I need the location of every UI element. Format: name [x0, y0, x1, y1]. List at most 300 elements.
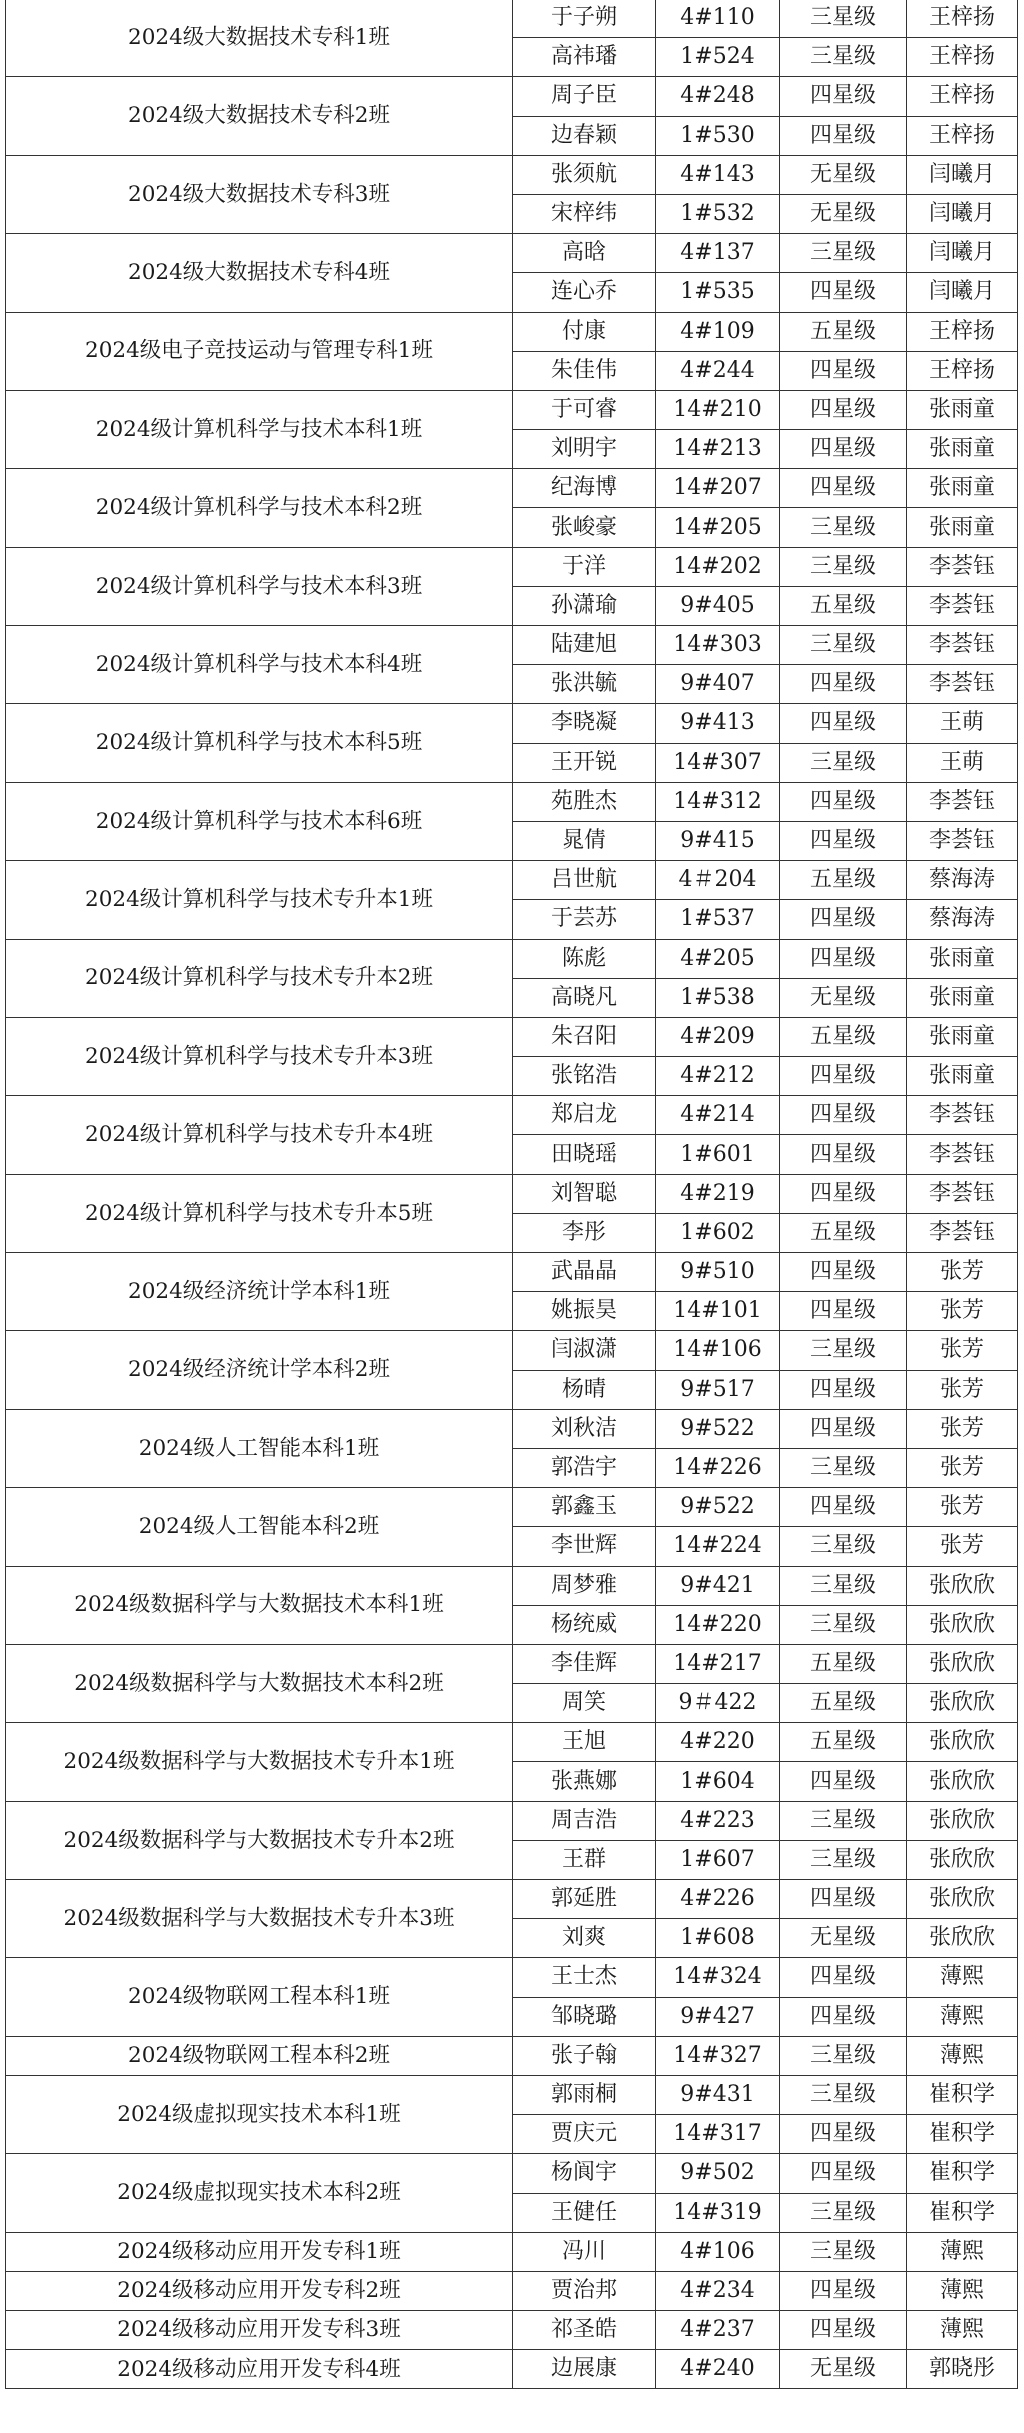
- class-name-cell: 2024级虚拟现实技术本科1班: [6, 2075, 513, 2153]
- student-name-cell: 付康: [513, 312, 656, 351]
- table-row: [6, 2311, 1018, 2350]
- class-name-cell: 2024级计算机科学与技术专升本4班: [6, 1096, 513, 1174]
- star-rating-cell: 四星级: [780, 1880, 907, 1919]
- table-row: [6, 1644, 1018, 1683]
- class-name-cell: 2024级数据科学与大数据技术本科2班: [6, 1644, 513, 1722]
- star-rating-cell: 四星级: [780, 2271, 907, 2310]
- counselor-cell: 王梓扬: [907, 312, 1018, 351]
- student-name-cell: 郭延胜: [513, 1880, 656, 1919]
- star-rating-cell: 四星级: [780, 77, 907, 116]
- star-rating-cell: 三星级: [780, 2036, 907, 2075]
- star-rating-cell: 四星级: [780, 273, 907, 312]
- student-name-cell: 吕世航: [513, 861, 656, 900]
- counselor-cell: 张芳: [907, 1527, 1018, 1566]
- table-row: [6, 77, 1018, 116]
- counselor-cell: 张欣欣: [907, 1840, 1018, 1879]
- student-name-cell: 边展康: [513, 2350, 656, 2389]
- class-name-cell: 2024级大数据技术专科3班: [6, 155, 513, 233]
- star-rating-cell: 四星级: [780, 1488, 907, 1527]
- student-name-cell: 张燕娜: [513, 1762, 656, 1801]
- student-name-cell: 王群: [513, 1840, 656, 1879]
- dorm-room-cell: 14#101: [656, 1292, 780, 1331]
- table-row: [6, 2350, 1018, 2389]
- counselor-cell: 王梓扬: [907, 38, 1018, 77]
- star-rating-cell: 五星级: [780, 1684, 907, 1723]
- student-name-cell: 冯川: [513, 2232, 656, 2271]
- counselor-cell: 张芳: [907, 1331, 1018, 1370]
- star-rating-cell: 三星级: [780, 2075, 907, 2114]
- dorm-room-cell: 14#220: [656, 1605, 780, 1644]
- star-rating-cell: 三星级: [780, 2193, 907, 2232]
- dorm-room-cell: 1#602: [656, 1213, 780, 1252]
- class-name-cell: 2024级大数据技术专科1班: [6, 0, 513, 77]
- star-rating-cell: 三星级: [780, 1605, 907, 1644]
- counselor-cell: 王梓扬: [907, 77, 1018, 116]
- table-row: [6, 547, 1018, 586]
- class-name-cell: 2024级计算机科学与技术本科5班: [6, 704, 513, 782]
- counselor-cell: 张欣欣: [907, 1566, 1018, 1605]
- counselor-cell: 张芳: [907, 1292, 1018, 1331]
- student-name-cell: 陈彪: [513, 939, 656, 978]
- star-rating-cell: 五星级: [780, 312, 907, 351]
- dorm-room-cell: 4#248: [656, 77, 780, 116]
- class-name-cell: 2024级计算机科学与技术本科4班: [6, 626, 513, 704]
- table-row: [6, 1174, 1018, 1213]
- student-name-cell: 周子臣: [513, 77, 656, 116]
- table-row: [6, 1331, 1018, 1370]
- student-name-cell: 王士杰: [513, 1958, 656, 1997]
- student-name-cell: 张铭浩: [513, 1057, 656, 1096]
- star-rating-cell: 三星级: [780, 234, 907, 273]
- dorm-room-cell: 1#524: [656, 38, 780, 77]
- table-row: [6, 1801, 1018, 1840]
- class-name-cell: 2024级数据科学与大数据技术专升本1班: [6, 1723, 513, 1801]
- star-rating-cell: 四星级: [780, 821, 907, 860]
- star-rating-cell: 四星级: [780, 2311, 907, 2350]
- counselor-cell: 张雨童: [907, 469, 1018, 508]
- class-name-cell: 2024级计算机科学与技术专升本5班: [6, 1174, 513, 1252]
- student-name-cell: 周梦雅: [513, 1566, 656, 1605]
- dorm-room-cell: 4#209: [656, 1017, 780, 1056]
- dorm-room-cell: 9#522: [656, 1488, 780, 1527]
- counselor-cell: 张欣欣: [907, 1684, 1018, 1723]
- counselor-cell: 蔡海涛: [907, 861, 1018, 900]
- dorm-room-cell: 4#226: [656, 1880, 780, 1919]
- table-row: [6, 469, 1018, 508]
- table-row: [6, 782, 1018, 821]
- star-rating-cell: 三星级: [780, 1331, 907, 1370]
- star-rating-cell: 五星级: [780, 1723, 907, 1762]
- star-rating-cell: 四星级: [780, 900, 907, 939]
- star-rating-cell: 四星级: [780, 116, 907, 155]
- counselor-cell: 张芳: [907, 1409, 1018, 1448]
- student-name-cell: 郭浩宇: [513, 1448, 656, 1487]
- star-rating-cell: 四星级: [780, 1409, 907, 1448]
- student-name-cell: 刘秋洁: [513, 1409, 656, 1448]
- dorm-room-cell: 4#212: [656, 1057, 780, 1096]
- counselor-cell: 薄熙: [907, 2311, 1018, 2350]
- counselor-cell: 王梓扬: [907, 116, 1018, 155]
- dorm-room-cell: 1#607: [656, 1840, 780, 1879]
- star-rating-cell: 四星级: [780, 665, 907, 704]
- dorm-room-cell: 4#106: [656, 2232, 780, 2271]
- student-name-cell: 杨阆宇: [513, 2154, 656, 2193]
- student-name-cell: 纪海博: [513, 469, 656, 508]
- star-rating-cell: 四星级: [780, 351, 907, 390]
- dorm-room-cell: 1#537: [656, 900, 780, 939]
- dorm-room-cell: 4#205: [656, 939, 780, 978]
- star-rating-cell: 三星级: [780, 1448, 907, 1487]
- student-name-cell: 边春颖: [513, 116, 656, 155]
- dorm-room-cell: 1#604: [656, 1762, 780, 1801]
- star-rating-cell: 四星级: [780, 1057, 907, 1096]
- counselor-cell: 闫曦月: [907, 194, 1018, 233]
- star-rating-cell: 无星级: [780, 2350, 907, 2389]
- dorm-room-cell: 9#413: [656, 704, 780, 743]
- class-name-cell: 2024级移动应用开发专科2班: [6, 2271, 513, 2310]
- table-row: [6, 2232, 1018, 2271]
- student-name-cell: 朱佳伟: [513, 351, 656, 390]
- star-rating-cell: 五星级: [780, 1644, 907, 1683]
- class-name-cell: 2024级数据科学与大数据技术专升本3班: [6, 1880, 513, 1958]
- counselor-cell: 李荟钰: [907, 821, 1018, 860]
- dorm-room-cell: 4#109: [656, 312, 780, 351]
- dorm-room-cell: 4#143: [656, 155, 780, 194]
- counselor-cell: 李荟钰: [907, 547, 1018, 586]
- student-name-cell: 王开锐: [513, 743, 656, 782]
- student-name-cell: 张须航: [513, 155, 656, 194]
- class-name-cell: 2024级数据科学与大数据技术本科1班: [6, 1566, 513, 1644]
- table-row: [6, 1253, 1018, 1292]
- dorm-room-cell: 14#217: [656, 1644, 780, 1683]
- counselor-cell: 王梓扬: [907, 351, 1018, 390]
- student-name-cell: 高晓凡: [513, 978, 656, 1017]
- table-row: [6, 1096, 1018, 1135]
- student-name-cell: 郭鑫玉: [513, 1488, 656, 1527]
- star-rating-cell: 无星级: [780, 978, 907, 1017]
- class-name-cell: 2024级计算机科学与技术本科3班: [6, 547, 513, 625]
- star-rating-cell: 四星级: [780, 1292, 907, 1331]
- counselor-cell: 李荟钰: [907, 1096, 1018, 1135]
- table-row: [6, 2075, 1018, 2114]
- counselor-cell: 李荟钰: [907, 1174, 1018, 1213]
- student-name-cell: 郭雨桐: [513, 2075, 656, 2114]
- counselor-cell: 薄熙: [907, 1997, 1018, 2036]
- class-name-cell: 2024级计算机科学与技术本科2班: [6, 469, 513, 547]
- dorm-room-cell: 14#319: [656, 2193, 780, 2232]
- counselor-cell: 崔积学: [907, 2075, 1018, 2114]
- table-row: [6, 1566, 1018, 1605]
- dorm-room-cell: 4#240: [656, 2350, 780, 2389]
- student-name-cell: 邹晓璐: [513, 1997, 656, 2036]
- star-rating-cell: 四星级: [780, 704, 907, 743]
- dorm-room-cell: 14#307: [656, 743, 780, 782]
- table-row: [6, 1488, 1018, 1527]
- dorm-room-cell: 9#522: [656, 1409, 780, 1448]
- student-name-cell: 杨统威: [513, 1605, 656, 1644]
- star-rating-cell: 三星级: [780, 547, 907, 586]
- table-row: [6, 1409, 1018, 1448]
- star-rating-cell: 三星级: [780, 1527, 907, 1566]
- student-name-cell: 高祎璠: [513, 38, 656, 77]
- dorm-room-cell: 9#427: [656, 1997, 780, 2036]
- student-name-cell: 王健任: [513, 2193, 656, 2232]
- star-rating-cell: 五星级: [780, 1213, 907, 1252]
- counselor-cell: 李荟钰: [907, 626, 1018, 665]
- star-rating-cell: 四星级: [780, 390, 907, 429]
- star-rating-cell: 三星级: [780, 743, 907, 782]
- dorm-room-cell: 14#213: [656, 430, 780, 469]
- student-name-cell: 连心乔: [513, 273, 656, 312]
- dorm-room-cell: 4#220: [656, 1723, 780, 1762]
- star-rating-cell: 四星级: [780, 1096, 907, 1135]
- counselor-cell: 张雨童: [907, 430, 1018, 469]
- student-name-cell: 朱召阳: [513, 1017, 656, 1056]
- counselor-cell: 张欣欣: [907, 1801, 1018, 1840]
- dorm-room-cell: 4#244: [656, 351, 780, 390]
- counselor-cell: 蔡海涛: [907, 900, 1018, 939]
- student-name-cell: 晁倩: [513, 821, 656, 860]
- dorm-room-cell: 14#312: [656, 782, 780, 821]
- dorm-room-cell: 9#407: [656, 665, 780, 704]
- dorm-room-cell: 4#223: [656, 1801, 780, 1840]
- student-name-cell: 李世辉: [513, 1527, 656, 1566]
- student-name-cell: 刘明宇: [513, 430, 656, 469]
- counselor-cell: 郭晓彤: [907, 2350, 1018, 2389]
- counselor-cell: 张欣欣: [907, 1919, 1018, 1958]
- star-rating-cell: 四星级: [780, 1253, 907, 1292]
- class-name-cell: 2024级移动应用开发专科3班: [6, 2311, 513, 2350]
- class-name-cell: 2024级电子竞技运动与管理专科1班: [6, 312, 513, 390]
- student-name-cell: 王旭: [513, 1723, 656, 1762]
- student-name-cell: 于芸苏: [513, 900, 656, 939]
- counselor-cell: 张芳: [907, 1488, 1018, 1527]
- student-name-cell: 刘爽: [513, 1919, 656, 1958]
- table-body: [6, 0, 1018, 2389]
- counselor-cell: 张雨童: [907, 1057, 1018, 1096]
- dorm-room-cell: 1#608: [656, 1919, 780, 1958]
- student-name-cell: 张峻豪: [513, 508, 656, 547]
- student-name-cell: 周吉浩: [513, 1801, 656, 1840]
- class-name-cell: 2024级人工智能本科2班: [6, 1488, 513, 1566]
- star-rating-cell: 三星级: [780, 1840, 907, 1879]
- star-rating-cell: 三星级: [780, 1566, 907, 1605]
- class-name-cell: 2024级人工智能本科1班: [6, 1409, 513, 1487]
- class-name-cell: 2024级计算机科学与技术专升本1班: [6, 861, 513, 939]
- student-name-cell: 陆建旭: [513, 626, 656, 665]
- student-name-cell: 李佳辉: [513, 1644, 656, 1683]
- star-rating-cell: 四星级: [780, 939, 907, 978]
- counselor-cell: 张雨童: [907, 978, 1018, 1017]
- star-rating-cell: 四星级: [780, 2115, 907, 2154]
- star-rating-cell: 三星级: [780, 508, 907, 547]
- dorm-room-cell: 9#405: [656, 586, 780, 625]
- student-name-cell: 苑胜杰: [513, 782, 656, 821]
- student-name-cell: 于洋: [513, 547, 656, 586]
- student-name-cell: 田晓瑶: [513, 1135, 656, 1174]
- student-name-cell: 姚振昊: [513, 1292, 656, 1331]
- dorm-room-cell: 1#601: [656, 1135, 780, 1174]
- counselor-cell: 张欣欣: [907, 1644, 1018, 1683]
- star-rating-cell: 三星级: [780, 38, 907, 77]
- star-rating-cell: 四星级: [780, 1762, 907, 1801]
- class-name-cell: 2024级物联网工程本科2班: [6, 2036, 513, 2075]
- table-row: [6, 939, 1018, 978]
- class-name-cell: 2024级大数据技术专科2班: [6, 77, 513, 155]
- class-name-cell: 2024级数据科学与大数据技术专升本2班: [6, 1801, 513, 1879]
- counselor-cell: 张芳: [907, 1370, 1018, 1409]
- dorm-room-cell: 4#137: [656, 234, 780, 273]
- dorm-room-cell: 9#510: [656, 1253, 780, 1292]
- counselor-cell: 薄熙: [907, 2036, 1018, 2075]
- table-row: [6, 234, 1018, 273]
- class-name-cell: 2024级经济统计学本科1班: [6, 1253, 513, 1331]
- counselor-cell: 王萌: [907, 704, 1018, 743]
- counselor-cell: 薄熙: [907, 2271, 1018, 2310]
- counselor-cell: 李荟钰: [907, 1213, 1018, 1252]
- counselor-cell: 张欣欣: [907, 1605, 1018, 1644]
- star-rating-cell: 四星级: [780, 1370, 907, 1409]
- dorm-room-cell: 9#415: [656, 821, 780, 860]
- table-row: [6, 861, 1018, 900]
- class-name-cell: 2024级物联网工程本科1班: [6, 1958, 513, 2036]
- dorm-room-cell: 4#219: [656, 1174, 780, 1213]
- student-name-cell: 周笑: [513, 1684, 656, 1723]
- counselor-cell: 张雨童: [907, 390, 1018, 429]
- counselor-cell: 张雨童: [907, 1017, 1018, 1056]
- dorm-room-cell: 4＃204: [656, 861, 780, 900]
- table-row: [6, 155, 1018, 194]
- class-name-cell: 2024级大数据技术专科4班: [6, 234, 513, 312]
- counselor-cell: 张欣欣: [907, 1762, 1018, 1801]
- counselor-cell: 张雨童: [907, 939, 1018, 978]
- class-name-cell: 2024级移动应用开发专科1班: [6, 2232, 513, 2271]
- dorm-room-cell: 1#538: [656, 978, 780, 1017]
- student-name-cell: 高晗: [513, 234, 656, 273]
- counselor-cell: 薄熙: [907, 1958, 1018, 1997]
- counselor-cell: 崔积学: [907, 2115, 1018, 2154]
- star-rating-cell: 三星级: [780, 2232, 907, 2271]
- counselor-cell: 张芳: [907, 1448, 1018, 1487]
- table-row: [6, 0, 1018, 38]
- counselor-cell: 王萌: [907, 743, 1018, 782]
- star-rating-cell: 无星级: [780, 194, 907, 233]
- class-name-cell: 2024级移动应用开发专科4班: [6, 2350, 513, 2389]
- student-name-cell: 贾庆元: [513, 2115, 656, 2154]
- student-name-cell: 刘智聪: [513, 1174, 656, 1213]
- counselor-cell: 李荟钰: [907, 1135, 1018, 1174]
- table-row: [6, 1880, 1018, 1919]
- dorm-room-cell: 14#303: [656, 626, 780, 665]
- dorm-room-cell: 4#237: [656, 2311, 780, 2350]
- dorm-room-cell: 14#317: [656, 2115, 780, 2154]
- class-name-cell: 2024级经济统计学本科2班: [6, 1331, 513, 1409]
- star-rating-cell: 五星级: [780, 861, 907, 900]
- dorm-room-cell: 14#224: [656, 1527, 780, 1566]
- dorm-room-cell: 9＃422: [656, 1684, 780, 1723]
- counselor-cell: 张欣欣: [907, 1723, 1018, 1762]
- table-row: [6, 626, 1018, 665]
- dorm-room-cell: 9#517: [656, 1370, 780, 1409]
- student-name-cell: 武晶晶: [513, 1253, 656, 1292]
- counselor-cell: 李荟钰: [907, 586, 1018, 625]
- star-rating-cell: 四星级: [780, 430, 907, 469]
- dorm-room-cell: 14#226: [656, 1448, 780, 1487]
- dorm-room-cell: 4#234: [656, 2271, 780, 2310]
- star-rating-cell: 无星级: [780, 1919, 907, 1958]
- star-rating-cell: 四星级: [780, 469, 907, 508]
- dorm-room-cell: 1#530: [656, 116, 780, 155]
- counselor-cell: 李荟钰: [907, 782, 1018, 821]
- counselor-cell: 张芳: [907, 1253, 1018, 1292]
- table-row: [6, 704, 1018, 743]
- student-name-cell: 祁圣皓: [513, 2311, 656, 2350]
- student-name-cell: 李晓凝: [513, 704, 656, 743]
- star-rating-cell: 四星级: [780, 1958, 907, 1997]
- counselor-cell: 薄熙: [907, 2232, 1018, 2271]
- table-row: [6, 1958, 1018, 1997]
- student-name-cell: 张洪毓: [513, 665, 656, 704]
- student-name-cell: 贾治邦: [513, 2271, 656, 2310]
- student-name-cell: 宋梓纬: [513, 194, 656, 233]
- counselor-cell: 闫曦月: [907, 234, 1018, 273]
- counselor-cell: 崔积学: [907, 2193, 1018, 2232]
- star-rating-cell: 四星级: [780, 782, 907, 821]
- dormitory-rating-table: [5, 0, 1018, 2389]
- class-name-cell: 2024级计算机科学与技术专升本2班: [6, 939, 513, 1017]
- table-row: [6, 2036, 1018, 2075]
- star-rating-cell: 三星级: [780, 0, 907, 38]
- dorm-room-cell: 4#110: [656, 0, 780, 38]
- dorm-room-cell: 14#210: [656, 390, 780, 429]
- table-row: [6, 2154, 1018, 2193]
- student-name-cell: 闫淑潇: [513, 1331, 656, 1370]
- star-rating-cell: 五星级: [780, 586, 907, 625]
- table-row: [6, 390, 1018, 429]
- dorm-room-cell: 14#202: [656, 547, 780, 586]
- star-rating-cell: 四星级: [780, 1174, 907, 1213]
- dorm-room-cell: 14#205: [656, 508, 780, 547]
- counselor-cell: 崔积学: [907, 2154, 1018, 2193]
- table-row: [6, 312, 1018, 351]
- table-row: [6, 2271, 1018, 2310]
- star-rating-cell: 无星级: [780, 155, 907, 194]
- counselor-cell: 闫曦月: [907, 155, 1018, 194]
- student-name-cell: 孙潇瑜: [513, 586, 656, 625]
- class-name-cell: 2024级计算机科学与技术本科1班: [6, 390, 513, 468]
- star-rating-cell: 四星级: [780, 1997, 907, 2036]
- student-name-cell: 于子朔: [513, 0, 656, 38]
- class-name-cell: 2024级虚拟现实技术本科2班: [6, 2154, 513, 2232]
- star-rating-cell: 五星级: [780, 1017, 907, 1056]
- student-name-cell: 于可睿: [513, 390, 656, 429]
- star-rating-cell: 四星级: [780, 1135, 907, 1174]
- dorm-room-cell: 9#502: [656, 2154, 780, 2193]
- dorm-room-cell: 1#535: [656, 273, 780, 312]
- student-name-cell: 张子翰: [513, 2036, 656, 2075]
- dorm-room-cell: 1#532: [656, 194, 780, 233]
- counselor-cell: 张雨童: [907, 508, 1018, 547]
- counselor-cell: 闫曦月: [907, 273, 1018, 312]
- star-rating-cell: 三星级: [780, 626, 907, 665]
- student-name-cell: 郑启龙: [513, 1096, 656, 1135]
- class-name-cell: 2024级计算机科学与技术本科6班: [6, 782, 513, 860]
- class-name-cell: 2024级计算机科学与技术专升本3班: [6, 1017, 513, 1095]
- counselor-cell: 李荟钰: [907, 665, 1018, 704]
- dorm-room-cell: 14#106: [656, 1331, 780, 1370]
- dorm-room-cell: 14#324: [656, 1958, 780, 1997]
- star-rating-cell: 三星级: [780, 1801, 907, 1840]
